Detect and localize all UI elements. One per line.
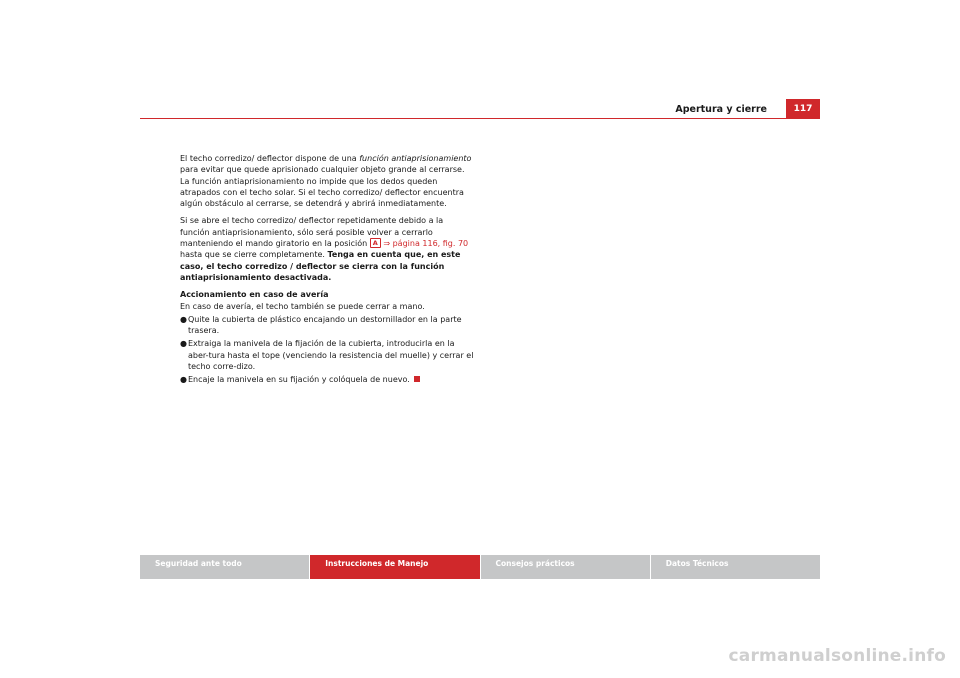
- list-item-text: [188, 374, 420, 385]
- italic-term: función antiaprisionamiento: [359, 154, 472, 163]
- list-item-text: Quite la cubierta de plástico encajando un destornillador en la parte trasera.: [188, 314, 462, 336]
- bullet-icon: ●: [180, 375, 187, 385]
- footer-tab-instrucciones[interactable]: Instrucciones de Manejo: [310, 555, 479, 579]
- page-number: 117: [786, 99, 820, 118]
- list-item: [180, 338, 475, 372]
- paragraph-repeat-opening: [180, 215, 475, 283]
- bullet-icon: ●: [180, 339, 187, 349]
- section-end-icon: [414, 376, 420, 382]
- list-item: [180, 314, 475, 337]
- paragraph-intro: En caso de avería, el techo también se puede cerrar a mano.: [180, 301, 425, 311]
- list-item-text: Extraiga la manivela de la fijación de la cubierta, introducirla en la aber-tura hasta el tope (venciendo la resistencia del muelle) y cerrar el techo corre-dizo.: [188, 339, 474, 372]
- list-item-text: Encaje la manivela en su fijación y colóquela de nuevo.: [188, 375, 410, 385]
- bold-warning: Tenga en cuenta que, en este caso, el techo corredizo / deflector se cierra con la función antiaprisionamiento desactivada.: [180, 250, 461, 282]
- watermark: carmanualsonline.info: [728, 646, 946, 666]
- footer-nav: [140, 555, 820, 579]
- header-rule: [140, 118, 820, 119]
- paragraph-text: para evitar que quede aprisionado cualquier objeto grande al cerrarse. La función antiaprisionamiento no impide que los dedos queden atrapados con el techo solar. Si el techo corredizo/ deflector encuentra algún obstáculo al cerrarse, se detendrá y abrirá inmediatamente.: [180, 165, 465, 209]
- list-item: [180, 374, 475, 385]
- paragraph-text: Si se abre el techo corredizo/ deflector repetidamente debido a la función antiaprisionamiento, sólo será posible volver a cerrarlo manteniendo el mando giratorio en la posición: [180, 216, 444, 249]
- paragraph-text: hasta que se cierre completamente.: [180, 250, 328, 260]
- body-text: [180, 153, 475, 388]
- footer-tab-seguridad[interactable]: Seguridad ante todo: [140, 555, 309, 579]
- paragraph-anti-trap: [180, 153, 475, 209]
- page-header-title: Apertura y cierre: [675, 104, 767, 115]
- section-heading: Accionamiento en caso de avería: [180, 290, 329, 300]
- footer-tab-consejos[interactable]: Consejos prácticos: [481, 555, 650, 579]
- page-reference-link[interactable]: ⇒ página 116, fig. 70: [383, 239, 469, 249]
- bullet-icon: ●: [180, 314, 187, 324]
- paragraph-text: El techo corredizo/ deflector dispone de una: [180, 154, 360, 163]
- footer-tab-datos[interactable]: Datos Técnicos: [651, 555, 820, 579]
- position-a-badge: A: [370, 238, 381, 248]
